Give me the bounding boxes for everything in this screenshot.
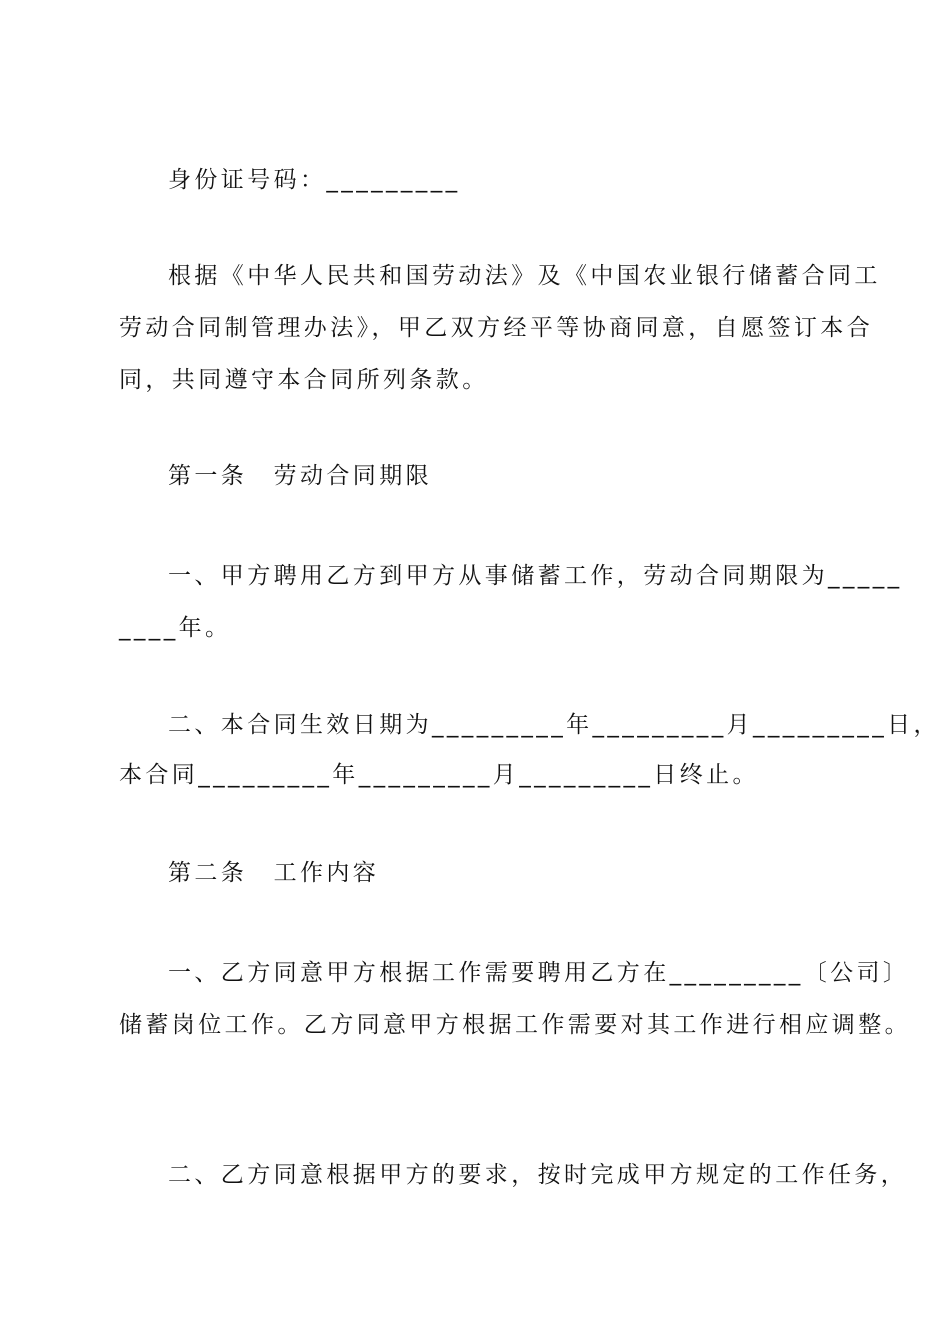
id-number-line: 身份证号码：_________ [168, 167, 461, 193]
article-1-clause-1-line-2: ____年。 [119, 615, 232, 641]
preamble-line-2: 劳动合同制管理办法》，甲乙双方经平等协商同意，自愿签订本合 [119, 315, 874, 341]
article-1-clause-2-line-1: 二、本合同生效日期为_________年_________月_________日， [168, 712, 940, 738]
article-1-clause-1-line-1: 一、甲方聘用乙方到甲方从事储蓄工作，劳动合同期限为_____ [168, 563, 903, 589]
article-2-clause-1-line-1: 一、乙方同意甲方根据工作需要聘用乙方在_________〔公司〕 [168, 960, 910, 986]
preamble-line-3: 同，共同遵守本合同所列条款。 [119, 367, 489, 393]
article-2-clause-1-line-2: 储蓄岗位工作。乙方同意甲方根据工作需要对其工作进行相应调整。 [119, 1012, 911, 1038]
preamble-line-1: 根据《中华人民共和国劳动法》及《中国农业银行储蓄合同工 [168, 263, 881, 289]
article-1-heading: 第一条 劳动合同期限 [168, 463, 432, 489]
article-2-heading: 第二条 工作内容 [168, 860, 380, 886]
article-2-clause-2-line-1: 二、乙方同意根据甲方的要求，按时完成甲方规定的工作任务， [168, 1162, 908, 1188]
article-1-clause-2-line-2: 本合同_________年_________月_________日终止。 [119, 762, 759, 788]
